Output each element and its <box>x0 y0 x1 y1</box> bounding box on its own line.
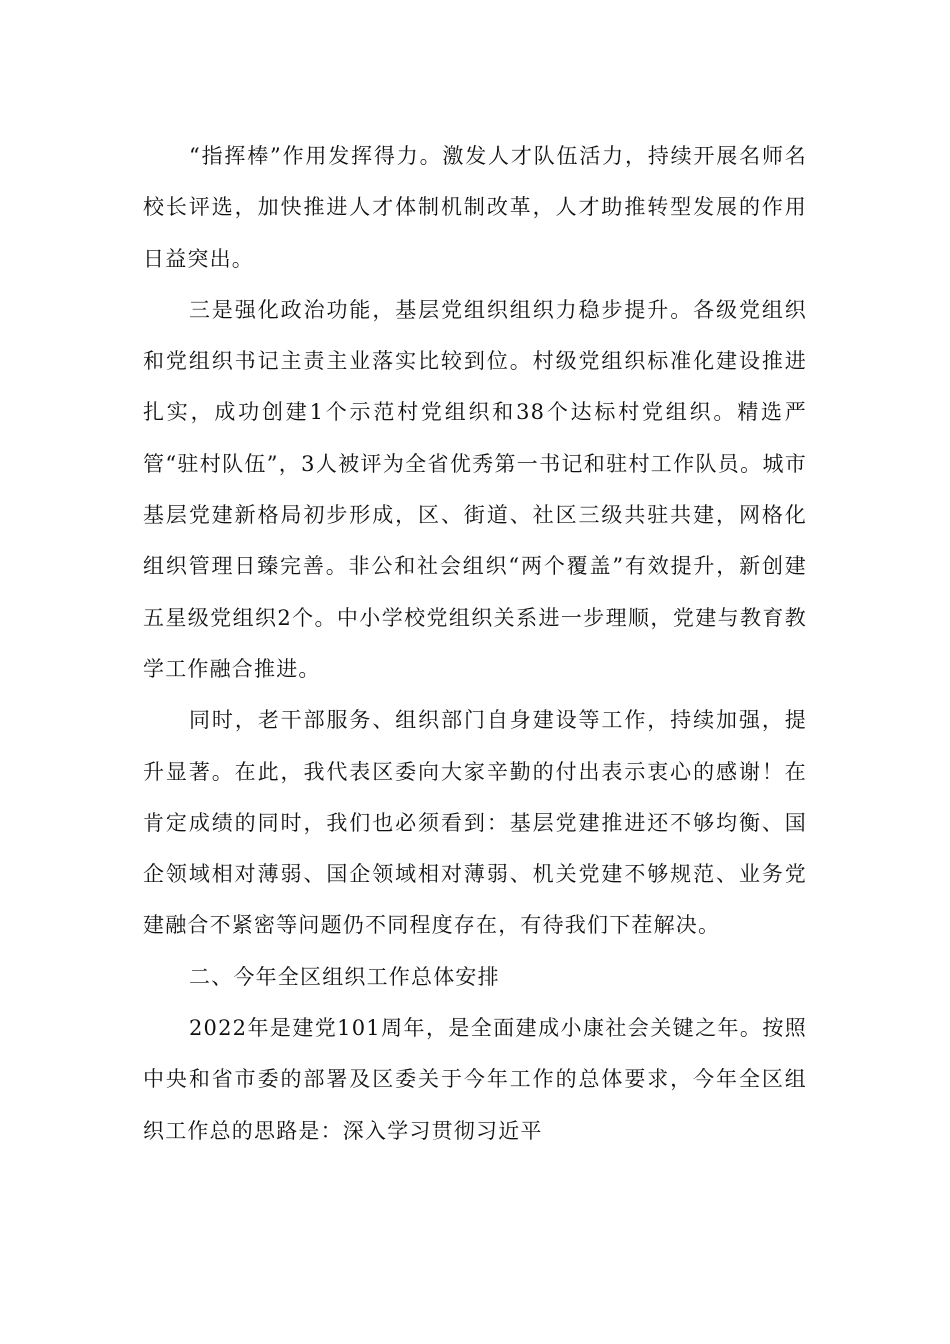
paragraph-overall-plan: 2022年是建党101周年，是全面建成小康社会关键之年。按照中央和省市委的部署及区委关于今年工作的总体要求，今年全区组织工作总的思路是：深入学习贯彻习近平 <box>143 1016 807 1143</box>
section-heading: 二、今年全区组织工作总体安排 <box>189 964 500 989</box>
document-body <box>143 131 807 1157</box>
paragraph-political-function: 三是强化政治功能，基层党组织组织力稳步提升。各级党组织和党组织书记主责主业落实比较到位。村级党组织标准化建设推进扎实，成功创建1个示范村党组织和38个达标村党组织。精选严管“驻村队伍”，3人被评为全省优秀第一书记和驻村工作队员。城市基层党建新格局初步形成，区、街道、社区三级共驻共建，网格化组织管理日臻完善。非公和社会组织“两个覆盖”有效提升，新创建五星级党组织2个。中小学校党组织关系进一步理顺，党建与教育教学工作融合推进。 <box>143 297 807 681</box>
paragraph-talent: “指挥棒”作用发挥得力。激发人才队伍活力，持续开展名师名校长评选，加快推进人才体制机制改革，人才助推转型发展的作用日益突出。 <box>143 144 807 271</box>
paragraph-shortcomings: 同时，老干部服务、组织部门自身建设等工作，持续加强，提升显著。在此，我代表区委向大家辛勤的付出表示衷心的感谢！在肯定成绩的同时，我们也必须看到：基层党建推进还不够均衡、国企领域相对薄弱、国企领域相对薄弱、机关党建不够规范、业务党建融合不紧密等问题仍不同程度存在，有待我们下茬解决。 <box>143 708 807 938</box>
